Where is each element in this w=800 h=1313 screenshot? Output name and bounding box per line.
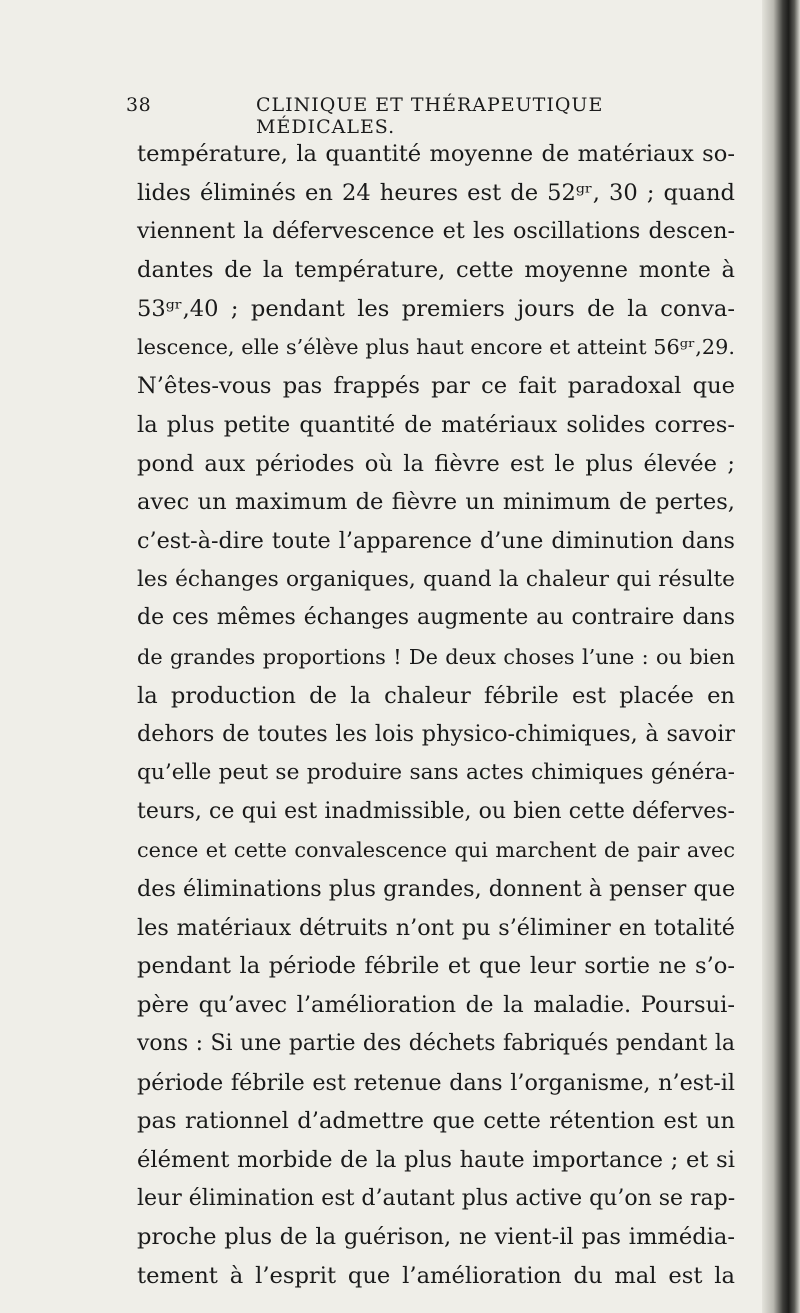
text-line: la plus petite quantité de matériaux solides corres- bbox=[137, 411, 735, 438]
text-line: tement à l’esprit que l’amélioration du mal est la bbox=[137, 1262, 735, 1289]
text-line: leur élimination est d’autant plus active qu’on se rap- bbox=[137, 1185, 736, 1211]
running-head bbox=[126, 94, 742, 138]
text-line: 53ᵍʳ,40 ; pendant les premiers jours de la conva- bbox=[137, 295, 735, 322]
page-binding-edge bbox=[762, 0, 800, 1313]
text-line: période fébrile est retenue dans l’organisme, n’est-il bbox=[137, 1069, 735, 1096]
text-line: N’êtes-vous pas frappés par ce fait paradoxal que bbox=[137, 373, 735, 400]
text-line: teurs, ce qui est inadmissible, ou bien cette déferves- bbox=[137, 798, 735, 824]
text-line: élément morbide de la plus haute importance ; et si bbox=[137, 1146, 735, 1173]
text-line: père qu’avec l’amélioration de la maladie. Poursui- bbox=[137, 992, 735, 1019]
page-number: 38 bbox=[126, 94, 152, 116]
text-line: cence et cette convalescence qui marchent de pair avec bbox=[137, 838, 735, 863]
text-line: des éliminations plus grandes, donnent à penser que bbox=[137, 876, 736, 903]
text-line: pendant la période fébrile et que leur sortie ne s’o- bbox=[137, 953, 735, 980]
text-line: température, la quantité moyenne de matériaux so- bbox=[137, 141, 735, 167]
text-line: dantes de la température, cette moyenne monte à bbox=[137, 257, 735, 284]
text-line: pond aux périodes où la fièvre est le plus élevée ; bbox=[137, 450, 735, 477]
text-line: la production de la chaleur fébrile est placée en bbox=[137, 682, 735, 709]
text-line: pas rationnel d’admettre que cette rétention est un bbox=[137, 1108, 735, 1135]
body-text bbox=[137, 135, 735, 1296]
text-line: les matériaux détruits n’ont pu s’éliminer en totalité bbox=[137, 914, 735, 941]
text-line: avec un maximum de fièvre un minimum de pertes, bbox=[137, 489, 735, 516]
text-line: lides éliminés en 24 heures est de 52ᵍʳ, 30 ; quand bbox=[137, 179, 735, 206]
text-line: proche plus de la guérison, ne vient-il pas immédia- bbox=[137, 1224, 735, 1251]
text-line: de ces mêmes échanges augmente au contraire dans bbox=[137, 605, 735, 631]
text-line: de grandes proportions ! De deux choses l’une : ou bien bbox=[137, 644, 735, 669]
text-line: les échanges organiques, quand la chaleur qui résulte bbox=[137, 566, 735, 592]
text-line: dehors de toutes les lois physico-chimiques, à savoir bbox=[137, 721, 735, 748]
text-line: viennent la défervescence et les oscillations descen- bbox=[137, 218, 735, 245]
text-line: vons : Si une partie des déchets fabriqués pendant la bbox=[137, 1030, 735, 1056]
text-line: c’est-à-dire toute l’apparence d’une diminution dans bbox=[137, 527, 735, 554]
running-title: CLINIQUE ET THÉRAPEUTIQUE MÉDICALES. bbox=[256, 94, 604, 138]
text-line: qu’elle peut se produire sans actes chimiques généra- bbox=[137, 760, 735, 785]
text-line: lescence, elle s’élève plus haut encore et atteint 56ᵍʳ,29. bbox=[137, 335, 735, 360]
